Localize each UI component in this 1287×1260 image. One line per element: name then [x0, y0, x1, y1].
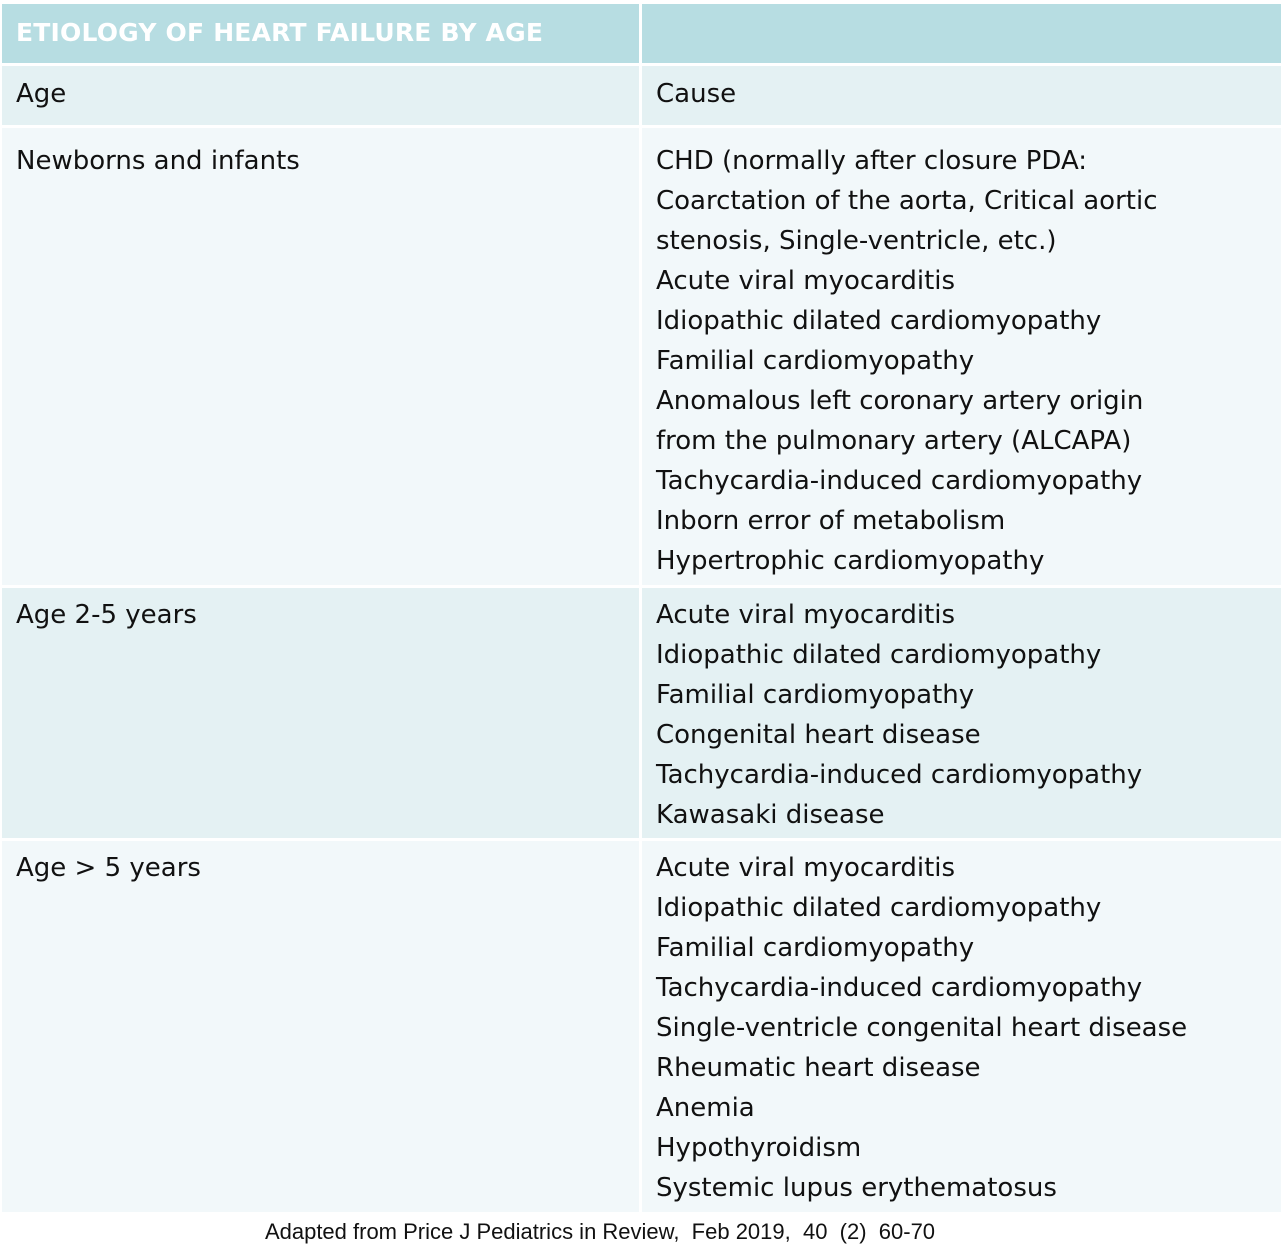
cause-item: Familial cardiomyopathy	[656, 346, 975, 376]
cause-item: Familial cardiomyopathy	[656, 680, 975, 710]
cause-item: Kawasaki disease	[656, 800, 885, 830]
table-title-row	[2, 4, 1281, 66]
cause-item: Rheumatic heart disease	[656, 1053, 981, 1083]
source-citation: Adapted from Price J Pediatrics in Review, Feb 2019, 40 (2) 60-70	[264, 1219, 936, 1244]
etiology-table	[2, 4, 1281, 1215]
table-title: ETIOLOGY OF HEART FAILURE BY AGE	[2, 4, 642, 66]
cause-item: Inborn error of metabolism	[656, 506, 1006, 536]
cause-item: Anomalous left coronary artery origin	[656, 386, 1144, 416]
cause-item: Tachycardia-induced cardiomyopathy	[656, 466, 1143, 496]
table-header-row	[2, 66, 1281, 128]
age-cell-newborns: Newborns and infants	[2, 128, 642, 588]
cause-item: Idiopathic dilated cardiomyopathy	[656, 893, 1102, 923]
cause-item: Tachycardia-induced cardiomyopathy	[656, 973, 1143, 1003]
cause-item: CHD (normally after closure PDA:	[656, 146, 1088, 176]
cause-cell-newborns	[642, 128, 1281, 588]
cause-item: Single-ventricle congenital heart disease	[656, 1013, 1188, 1043]
cause-cell-2-5-years	[642, 588, 1281, 841]
table-row	[2, 588, 1281, 841]
table-row	[2, 128, 1281, 588]
cause-item: Tachycardia-induced cardiomyopathy	[656, 760, 1143, 790]
cause-item: Acute viral myocarditis	[656, 853, 956, 883]
cause-item: Hypothyroidism	[656, 1133, 862, 1163]
cause-column-header: Cause	[642, 66, 1281, 128]
age-cell-over-5-years: Age > 5 years	[2, 841, 642, 1215]
age-cell-2-5-years: Age 2-5 years	[2, 588, 642, 841]
etiology-table-container	[2, 4, 1281, 1215]
cause-item: stenosis, Single-ventricle, etc.)	[656, 226, 1057, 256]
table-title-right-cell	[642, 4, 1281, 66]
cause-item: from the pulmonary artery (ALCAPA)	[656, 426, 1132, 456]
table-row	[2, 841, 1281, 1215]
cause-item: Anemia	[656, 1093, 755, 1123]
cause-item: Idiopathic dilated cardiomyopathy	[656, 306, 1102, 336]
cause-item: Systemic lupus erythematosus	[656, 1173, 1057, 1203]
cause-item: Familial cardiomyopathy	[656, 933, 975, 963]
cause-item: Hypertrophic cardiomyopathy	[656, 546, 1045, 576]
cause-item: Acute viral myocarditis	[656, 266, 956, 296]
cause-item: Congenital heart disease	[656, 720, 981, 750]
cause-item: Coarctation of the aorta, Critical aortic	[656, 186, 1158, 216]
cause-item: Acute viral myocarditis	[656, 600, 956, 630]
cause-cell-over-5-years	[642, 841, 1281, 1215]
age-column-header: Age	[2, 66, 642, 128]
cause-item: Idiopathic dilated cardiomyopathy	[656, 640, 1102, 670]
